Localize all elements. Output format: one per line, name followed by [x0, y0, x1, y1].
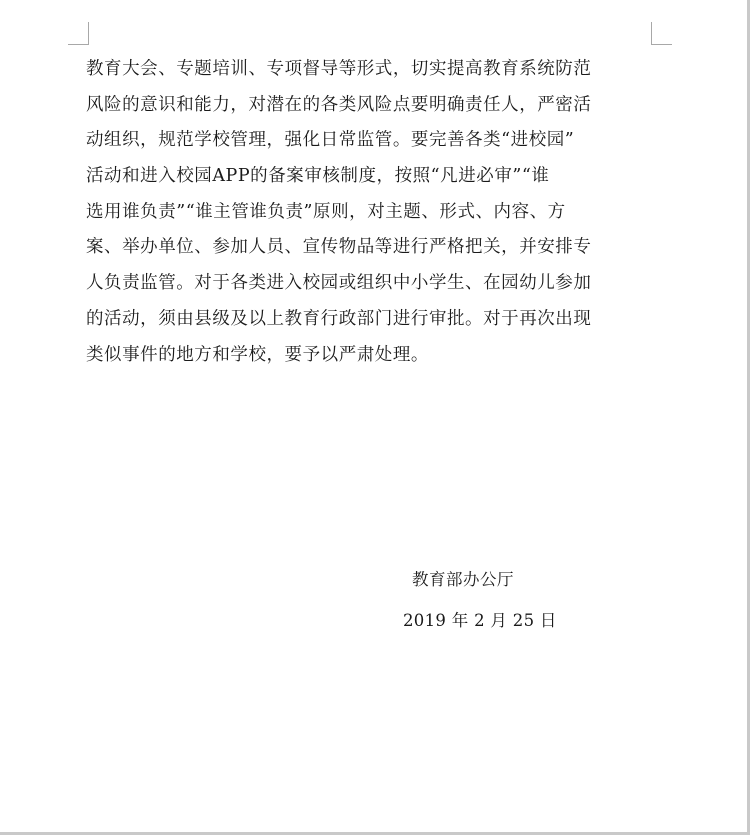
margin-corner-mark-top-right: [651, 22, 672, 45]
body-line: 人负责监管。对于各类进入校园或组织中小学生、在园幼儿参加: [86, 273, 592, 294]
margin-corner-mark-top-left: [68, 22, 89, 45]
body-line: 教育大会、专题培训、专项督导等形式，切实提高教育系统防范: [86, 59, 592, 79]
body-line: 动组织，规范学校管理，强化日常监管。要完善各类“进校园”: [86, 130, 575, 151]
issue-date: 2019 年 2 月 25 日: [403, 611, 557, 630]
issuer-signature: 教育部办公厅: [412, 570, 514, 589]
body-line: 活动和进入校园APP的备案审核制度，按照“凡进必审”“谁: [86, 166, 550, 187]
body-line: 选用谁负责”“谁主管谁负责”原则，对主题、形式、内容、方: [86, 201, 566, 222]
body-line: 案、举办单位、参加人员、宣传物品等进行严格把关，并安排专: [86, 237, 592, 258]
body-line: 的活动，须由县级及以上教育行政部门进行审批。对于再次出现: [86, 308, 592, 329]
body-paragraph: [86, 52, 656, 373]
body-line: 风险的意识和能力，对潜在的各类风险点要明确责任人，严密活: [86, 94, 592, 115]
body-line: 类似事件的地方和学校，要予以严肃处理。: [86, 344, 429, 365]
